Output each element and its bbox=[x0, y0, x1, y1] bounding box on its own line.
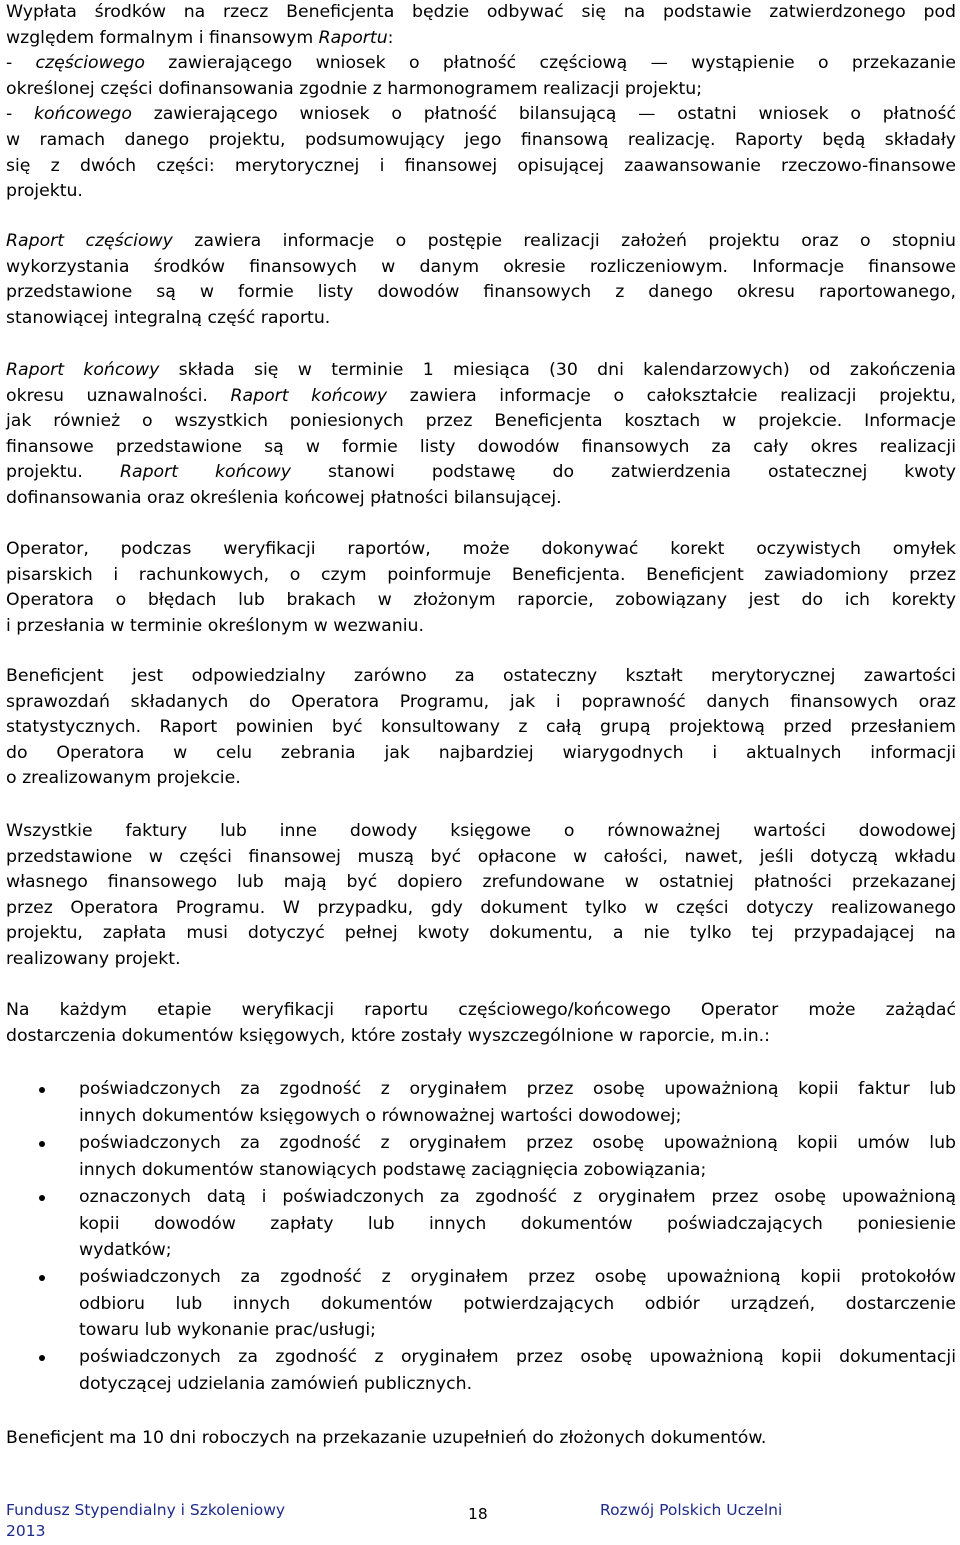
emphasis-text: Raport końcowy bbox=[230, 385, 388, 406]
paragraph-partial-report bbox=[6, 229, 956, 331]
text-line: Raport końcowy składa się w terminie 1 miesiąca (30 dni kalendarzowych) od zakończenia bbox=[6, 360, 957, 380]
text-line: Wypłata środków na rzecz Beneficjenta będzie odbywać się na podstawie zatwierdzonego pod bbox=[6, 2, 956, 22]
text-line: się z dwóch części: merytorycznej i finansowej opisującej zaawansowanie rzeczowo-finansowe bbox=[6, 155, 956, 176]
text-line: dostarczenia dokumentów księgowych, które zostały wyszczególnione w raporcie, m.in.: bbox=[6, 1025, 770, 1046]
text-line: towaru lub wykonanie prac/usługi; bbox=[79, 1320, 376, 1340]
text-line: sprawozdań składanych do Operatora Programu, jak i poprawność danych finansowych oraz bbox=[6, 691, 956, 712]
text-line: Wszystkie faktury lub inne dowody księgowe o równoważnej wartości dowodowej bbox=[6, 821, 956, 841]
text-line: jak również o wszystkich poniesionych przez Beneficjenta kosztach w projekcie. Informacje bbox=[6, 411, 956, 432]
text-line: Na każdym etapie weryfikacji raportu częściowego/końcowego Operator może zażądać bbox=[6, 1000, 956, 1020]
text-line: dotyczącej udzielania zamówień publicznych. bbox=[79, 1373, 473, 1394]
text-line: poświadczonych za zgodność z oryginałem przez osobę upoważnioną kopii dokumentacji bbox=[79, 1347, 956, 1367]
text-line: okresu uznawalności. Raport końcowy zawiera informacje o całokształcie realizacji projektu, bbox=[6, 385, 957, 406]
text-line: Operatora o błędach lub brakach w złożonym raporcie, zobowiązany jest do ich korekty bbox=[6, 590, 956, 611]
text-line: Operator, podczas weryfikacji raportów, może dokonywać korekt oczywistych omyłek bbox=[6, 539, 956, 559]
text-line: pisarskich i rachunkowych, o czym poinformuje Beneficjenta. Beneficjent zawiadomiony przez bbox=[6, 564, 956, 585]
text-line: Beneficjent ma 10 dni roboczych na przekazanie uzupełnień do złożonych dokumentów. bbox=[6, 1428, 767, 1448]
text-line: Beneficjent jest odpowiedzialny zarówno za ostateczny kształt merytorycznej zawartości bbox=[6, 666, 956, 686]
text-line: określonej części dofinansowania zgodnie z harmonogramem realizacji projektu; bbox=[6, 78, 703, 99]
footer-left-line: Fundusz Stypendialny i Szkoleniowy bbox=[6, 1501, 286, 1519]
footer-project-name: Rozwój Polskich Uczelni bbox=[600, 1501, 783, 1519]
footer-left-year: 2013 bbox=[6, 1522, 46, 1540]
text-line: względem formalnym i finansowym Raportu: bbox=[6, 27, 394, 48]
text-line: innych dokumentów stanowiących podstawę zaciągnięcia zobowiązania; bbox=[79, 1159, 707, 1180]
bullet-icon bbox=[39, 1355, 45, 1361]
text-line: projektu. bbox=[6, 181, 83, 202]
emphasis-text: Raportu bbox=[318, 27, 388, 48]
paragraph-invoices bbox=[6, 819, 956, 973]
paragraph-payment-basis bbox=[6, 0, 956, 205]
text-line: finansowe przedstawione są w formie listy dowodów finansowych za cały okres realizacji bbox=[6, 436, 956, 457]
paragraph-beneficiary-responsibility bbox=[6, 664, 956, 792]
text-line: i przesłania w terminie określonym w wezwaniu. bbox=[6, 615, 424, 636]
closing-paragraph bbox=[6, 1426, 956, 1452]
emphasis-text: Raport końcowy bbox=[119, 462, 291, 483]
text-line: w ramach danego projektu, podsumowujący jego finansową realizację. Raporty będą składały bbox=[6, 129, 956, 150]
emphasis-text: końcowego bbox=[34, 104, 132, 125]
text-line: poświadczonych za zgodność z oryginałem przez osobę upoważnioną kopii protokołów bbox=[79, 1267, 956, 1287]
bullet-icon bbox=[39, 1275, 45, 1281]
emphasis-text: częściowego bbox=[35, 53, 145, 74]
text-line: przez Operatora Programu. W przypadku, gdy dokument tylko w części dotyczy realizowanego bbox=[6, 897, 956, 918]
emphasis-text: Raport częściowy bbox=[6, 231, 173, 251]
paragraph-operator-corrections bbox=[6, 537, 956, 639]
text-line: odbioru lub innych dokumentów potwierdzających odbiór urządzeń, dostarczenie bbox=[79, 1293, 956, 1314]
text-line: wykorzystania środków finansowych w danym okresie rozliczeniowym. Informacje finansowe bbox=[6, 256, 956, 277]
text-line: Raport częściowy zawiera informacje o postępie realizacji założeń projektu oraz o stopniu bbox=[6, 231, 956, 251]
footer-program-name bbox=[6, 1500, 285, 1542]
text-line: wydatków; bbox=[79, 1240, 172, 1260]
text-line: przedstawione są w formie listy dowodów finansowych z danego okresu raportowanego, bbox=[6, 282, 956, 303]
text-line: stanowiącej integralną część raportu. bbox=[6, 307, 331, 328]
text-line: przedstawione w części finansowej muszą być opłacone w całości, nawet, jeśli dotyczą wkładu bbox=[6, 846, 956, 867]
text-line: projektu, zapłata musi dotyczyć pełnej kwoty dokumentu, a nie tylko tej przypadającej na bbox=[6, 923, 956, 944]
emphasis-text: Raport końcowy bbox=[6, 360, 160, 380]
text-line: projektu. Raport końcowy stanowi podstawę do zatwierdzenia ostatecznej kwoty bbox=[6, 462, 956, 483]
text-line: statystycznych. Raport powinien być konsultowany z całą grupą projektową przed przesłaniem bbox=[6, 717, 956, 738]
text-line: - końcowego zawierającego wniosek o płatność bilansującą — ostatni wniosek o płatność bbox=[6, 104, 956, 125]
text-line: oznaczonych datą i poświadczonych za zgodność z oryginałem przez osobę upoważnioną bbox=[79, 1187, 956, 1207]
text-line: - częściowego zawierającego wniosek o płatność częściową — wystąpienie o przekazanie bbox=[6, 53, 956, 74]
bullet-icon bbox=[39, 1195, 45, 1201]
text-line: kopii dowodów zapłaty lub innych dokumentów poświadczających poniesienie bbox=[79, 1213, 956, 1234]
page-number: 18 bbox=[468, 1505, 488, 1523]
text-line: dofinansowania oraz określenia końcowej płatności bilansującej. bbox=[6, 487, 562, 508]
text-line: do Operatora w celu zebrania jak najbardziej wiarygodnych i aktualnych informacji bbox=[6, 742, 956, 763]
text-line: własnego finansowego lub mają być dopiero zrefundowane w ostatniej płatności przekazanej bbox=[6, 872, 956, 893]
text-line: o zrealizowanym projekcie. bbox=[6, 768, 241, 789]
bullet-icon bbox=[39, 1141, 45, 1147]
text-line: poświadczonych za zgodność z oryginałem przez osobę upoważnioną kopii umów lub bbox=[79, 1133, 956, 1153]
bullet-icon bbox=[39, 1087, 45, 1093]
paragraph-final-report bbox=[6, 358, 956, 512]
text-line: realizowany projekt. bbox=[6, 948, 181, 969]
paragraph-verification bbox=[6, 998, 956, 1049]
text-line: innych dokumentów księgowych o równoważnej wartości dowodowej; bbox=[79, 1105, 682, 1126]
text-line: poświadczonych za zgodność z oryginałem przez osobę upoważnioną kopii faktur lub bbox=[79, 1079, 956, 1099]
